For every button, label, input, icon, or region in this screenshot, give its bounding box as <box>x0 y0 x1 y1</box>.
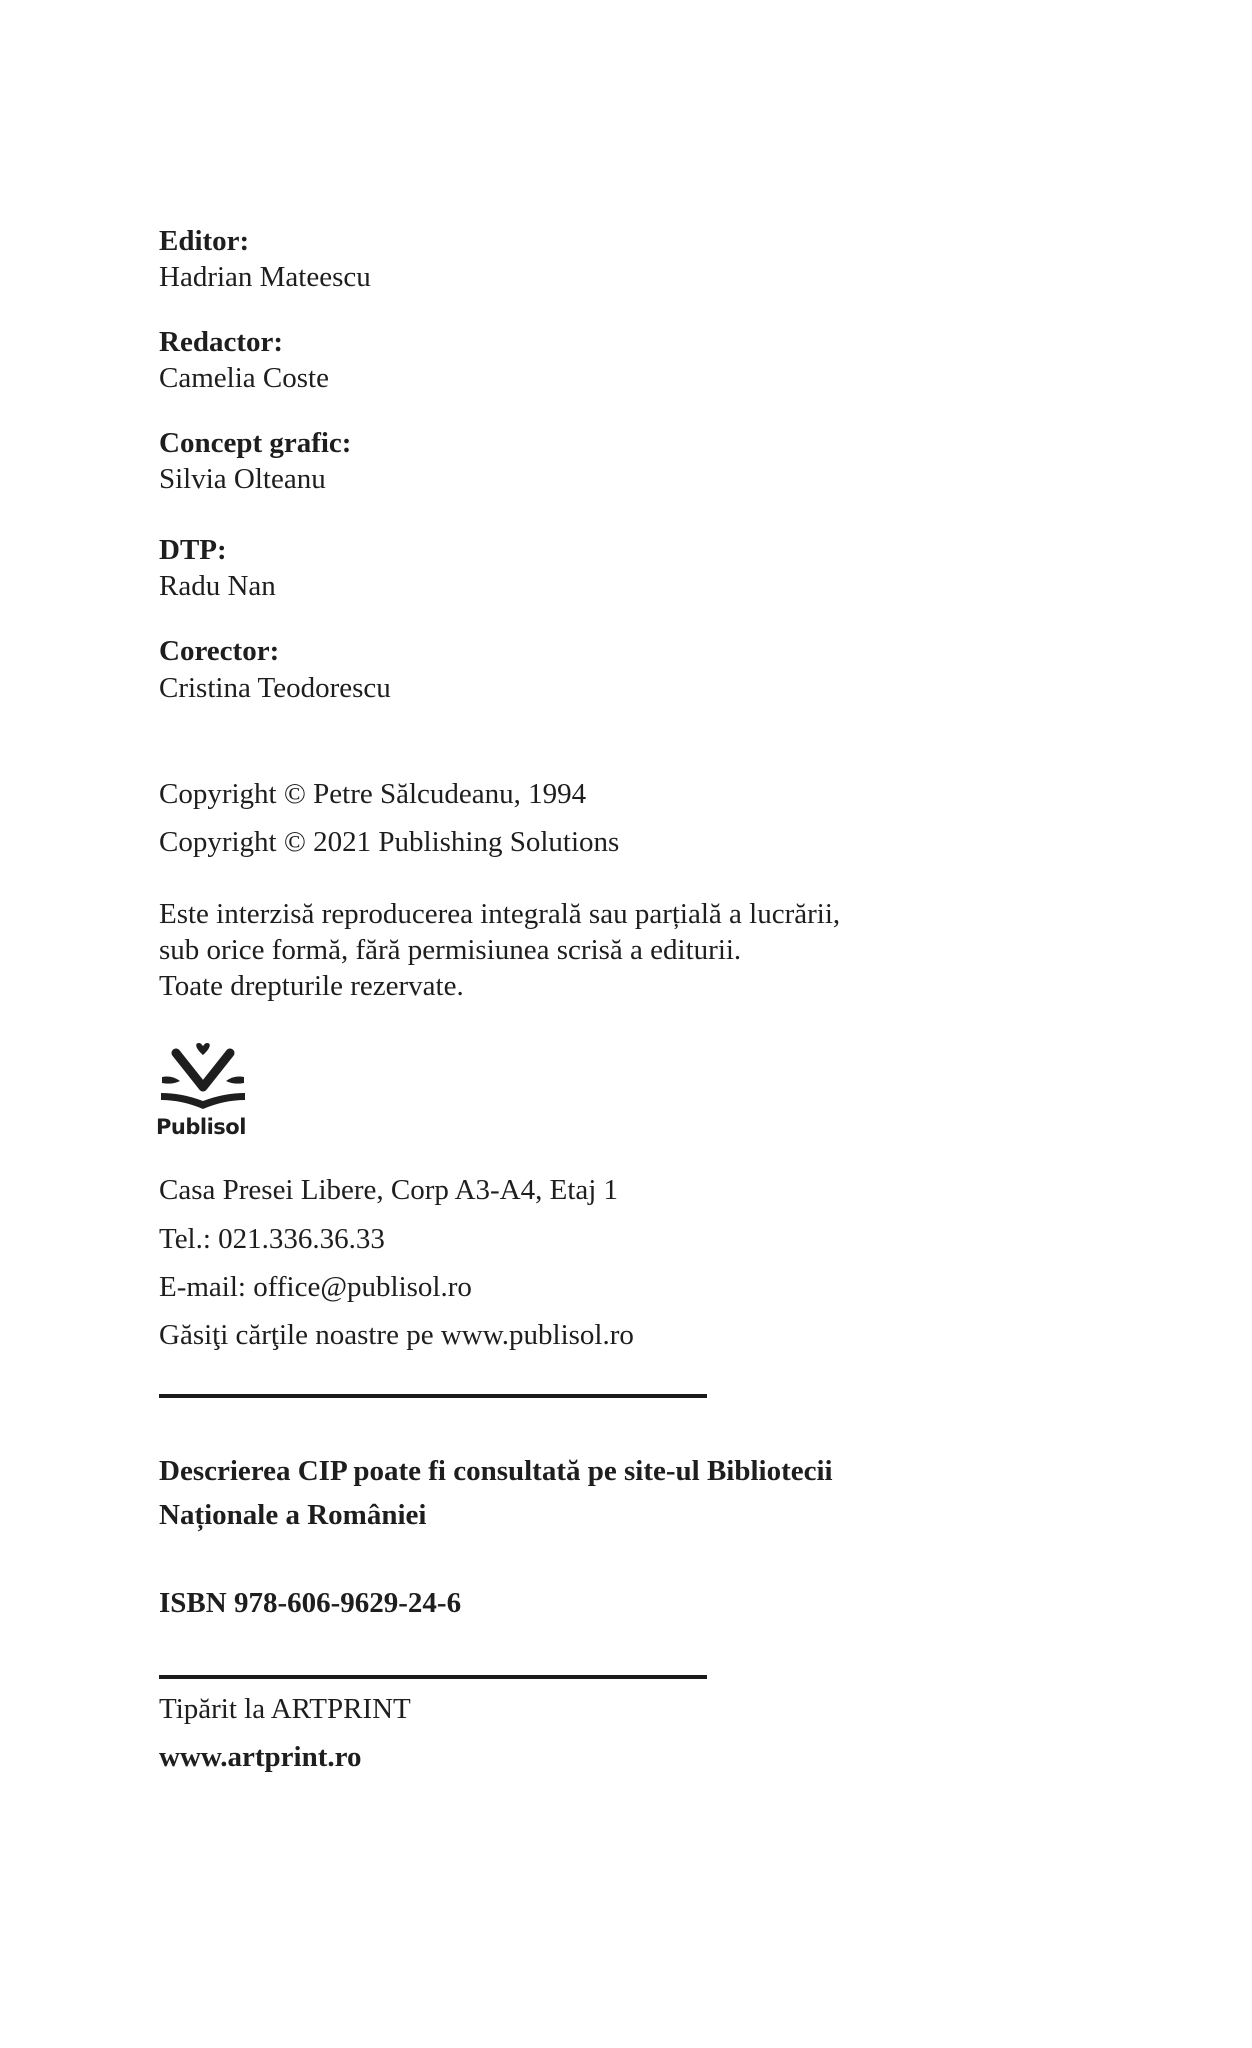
credit-role-concept: Concept grafic: <box>159 427 352 459</box>
copyright-author: Copyright © Petre Sălcudeanu, 1994 <box>159 778 587 810</box>
credit-name-concept: Silvia Olteanu <box>159 463 326 495</box>
credit-name-dtp: Radu Nan <box>159 570 276 602</box>
isbn: ISBN 978-606-9629-24-6 <box>159 1587 462 1619</box>
publisher-phone: Tel.: 021.336.36.33 <box>159 1223 385 1255</box>
printer-label: Tipărit la ARTPRINT <box>159 1693 411 1725</box>
publisher-website: Găsiţi cărţile noastre pe www.publisol.ro <box>159 1319 634 1351</box>
credit-role-dtp: DTP: <box>159 534 227 566</box>
copyright-publisher: Copyright © 2021 Publishing Solutions <box>159 826 620 858</box>
credit-name-corector: Cristina Teodorescu <box>159 672 391 704</box>
cip-line-1: Descrierea CIP poate fi consultată pe site-ul Bibliotecii <box>159 1455 833 1487</box>
cip-line-2: Naționale a României <box>159 1499 427 1531</box>
publisher-address: Casa Presei Libere, Corp A3-A4, Etaj 1 <box>159 1174 619 1206</box>
divider-rule <box>159 1675 707 1679</box>
publisher-email: E-mail: office@publisol.ro <box>159 1271 472 1303</box>
publisol-logo <box>156 1043 250 1143</box>
credit-role-corector: Corector: <box>159 635 280 667</box>
rights-line-3: Toate drepturile rezervate. <box>159 970 464 1002</box>
credit-name-editor: Hadrian Mateescu <box>159 261 371 293</box>
rights-line-2: sub orice formă, fără permisiunea scrisă a editurii. <box>159 934 742 966</box>
logo-wordmark: Publisol <box>156 1115 246 1139</box>
credit-name-redactor: Camelia Coste <box>159 362 329 394</box>
credit-role-redactor: Redactor: <box>159 326 284 358</box>
credit-role-editor: Editor: <box>159 225 250 257</box>
printer-website: www.artprint.ro <box>159 1741 362 1773</box>
divider-rule <box>159 1394 707 1398</box>
rights-line-1: Este interzisă reproducerea integrală sau parțială a lucrării, <box>159 898 841 930</box>
publisol-book-heart-icon <box>156 1043 250 1115</box>
